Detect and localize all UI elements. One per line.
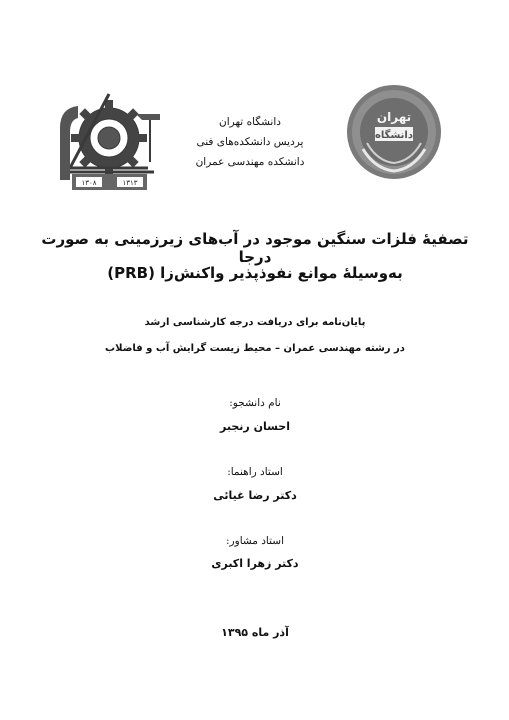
emblem-year-left: ۱۳۰۸ <box>81 179 97 187</box>
campus-name: پردیس دانشکده‌های فنی <box>196 136 304 148</box>
faculty-name: دانشکده مهندسی عمران <box>195 156 305 168</box>
student-label: نام دانشجو: <box>229 397 281 409</box>
submission-date: آذر ماه ۱۳۹۵ <box>221 626 289 639</box>
seal-wordmark-top: تهران <box>376 110 412 124</box>
thesis-title-line-2: به‌وسیلهٔ موانع نفوذپذیر واکنش‌زا (PRB) <box>107 264 403 282</box>
emblem-year-right: ۱۳۱۳ <box>122 179 138 187</box>
advisor-name: دکتر زهرا اکبری <box>211 557 299 570</box>
field-statement: در رشته مهندسی عمران – محیط زیست گرایش آب و فاضلاب <box>105 343 405 354</box>
supervisor-name: دکتر رضا غیائی <box>213 489 297 502</box>
student-name: احسان رنجبر <box>220 420 290 433</box>
degree-statement: پایان‌نامه برای دریافت درجه کارشناسی ارشد <box>144 317 366 328</box>
university-of-tehran-seal-icon <box>345 83 443 181</box>
seal-wordmark-bottom: دانشگاه <box>375 130 413 141</box>
thesis-title-line-1: تصفیهٔ فلزات سنگین موجود در آب‌های زیرزمینی به صورت درجا <box>41 230 469 266</box>
advisor-label: استاد مشاور: <box>226 535 284 547</box>
gear-emblem-icon <box>52 88 167 198</box>
supervisor-label: استاد راهنما: <box>227 466 283 478</box>
institution-header <box>175 112 325 172</box>
university-name: دانشگاه تهران <box>219 116 281 128</box>
